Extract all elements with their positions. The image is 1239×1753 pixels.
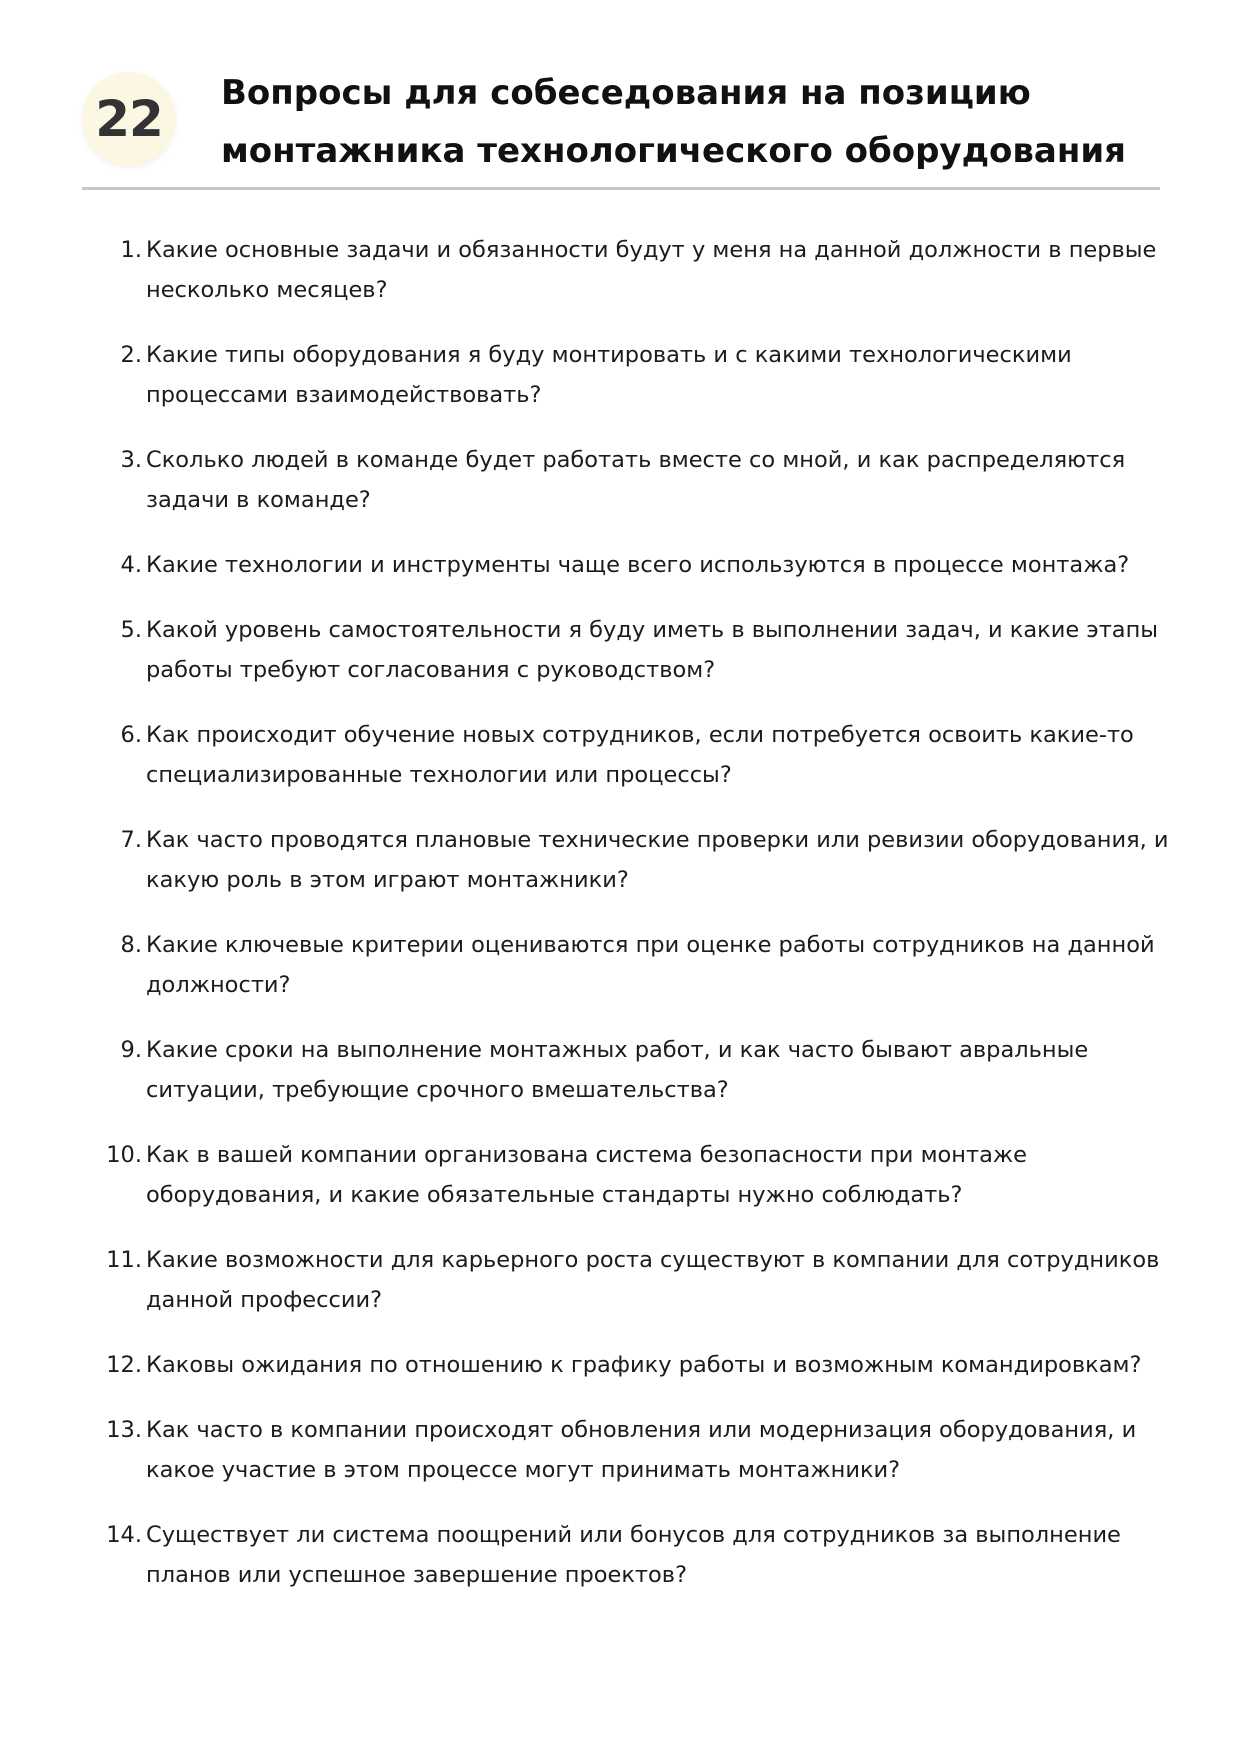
question-number: 14. [106, 1522, 142, 1548]
question-number: 3. [120, 447, 142, 473]
question-text-line: оборудования, и какие обязательные стандарты нужно соблюдать? [146, 1182, 963, 1208]
question-item [0, 1345, 1239, 1385]
question-number: 1. [120, 237, 142, 263]
page-title [221, 64, 1151, 180]
question-item [0, 925, 1239, 1005]
question-number: 5. [120, 617, 142, 643]
question-number: 13. [106, 1417, 142, 1443]
question-text-line: работы требуют согласования с руководством? [146, 657, 716, 683]
question-item [0, 230, 1239, 310]
question-number: 9. [120, 1037, 142, 1063]
question-text [146, 440, 1189, 520]
question-text-line: какое участие в этом процессе могут принимать монтажники? [146, 1457, 901, 1483]
question-text-line: планов или успешное завершение проектов? [146, 1562, 688, 1588]
question-text [146, 820, 1189, 900]
question-text [146, 1410, 1189, 1490]
question-text [146, 610, 1189, 690]
question-text [146, 1135, 1189, 1215]
question-text-line: Как в вашей компании организована система безопасности при монтаже [146, 1142, 1028, 1168]
question-number: 6. [120, 722, 142, 748]
page-title-line: Вопросы для собеседования на позицию [221, 73, 1031, 113]
question-text [146, 925, 1189, 1005]
question-text-line: специализированные технологии или процессы? [146, 762, 732, 788]
header-divider [82, 187, 1160, 190]
page-title-line: монтажника технологического оборудования [221, 131, 1127, 171]
question-item [0, 1515, 1239, 1595]
question-text [146, 1345, 1189, 1385]
question-text [146, 1240, 1189, 1320]
question-item [0, 335, 1239, 415]
question-text-line: какую роль в этом играют монтажники? [146, 867, 629, 893]
question-number: 11. [106, 1247, 142, 1273]
question-item [0, 820, 1239, 900]
question-item [0, 545, 1239, 585]
question-text [146, 230, 1189, 310]
question-text-line: должности? [146, 972, 291, 998]
question-text-line: Какие технологии и инструменты чаще всего используются в процессе монтажа? [146, 552, 1130, 578]
question-number: 2. [120, 342, 142, 368]
question-item [0, 610, 1239, 690]
question-text-line: Как происходит обучение новых сотрудников, если потребуется освоить какие-то [146, 722, 1134, 748]
question-item [0, 1135, 1239, 1215]
question-number: 12. [106, 1352, 142, 1378]
question-text-line: Сколько людей в команде будет работать вместе со мной, и как распределяются [146, 447, 1126, 473]
question-item [0, 440, 1239, 520]
question-text-line: данной профессии? [146, 1287, 383, 1313]
question-text-line: Какие возможности для карьерного роста существуют в компании для сотрудников [146, 1247, 1160, 1273]
question-text-line: Какие основные задачи и обязанности будут у меня на данной должности в первые [146, 237, 1157, 263]
question-text-line: ситуации, требующие срочного вмешательства? [146, 1077, 729, 1103]
question-text-line: Какие ключевые критерии оцениваются при оценке работы сотрудников на данной [146, 932, 1155, 958]
question-text [146, 1515, 1189, 1595]
question-text-line: Какие сроки на выполнение монтажных работ, и как часто бывают авральные [146, 1037, 1089, 1063]
question-text-line: Каковы ожидания по отношению к графику работы и возможным командировкам? [146, 1352, 1142, 1378]
question-text [146, 335, 1189, 415]
question-text-line: несколько месяцев? [146, 277, 388, 303]
questions-list [0, 230, 1239, 1620]
question-number: 4. [120, 552, 142, 578]
question-text-line: Существует ли система поощрений или бонусов для сотрудников за выполнение [146, 1522, 1121, 1548]
question-text-line: задачи в команде? [146, 487, 371, 513]
question-number: 10. [106, 1142, 142, 1168]
question-text [146, 1030, 1189, 1110]
question-text-line: Как часто в компании происходят обновления или модернизация оборудования, и [146, 1417, 1137, 1443]
question-text-line: Как часто проводятся плановые технические проверки или ревизии оборудования, и [146, 827, 1169, 853]
question-text [146, 545, 1189, 585]
question-item [0, 1410, 1239, 1490]
question-text [146, 715, 1189, 795]
question-item [0, 1240, 1239, 1320]
page-number-badge: 22 [82, 72, 176, 166]
question-item [0, 1030, 1239, 1110]
question-number: 8. [120, 932, 142, 958]
question-text-line: Какие типы оборудования я буду монтировать и с какими технологическими [146, 342, 1072, 368]
question-number: 7. [120, 827, 142, 853]
question-text-line: Какой уровень самостоятельности я буду иметь в выполнении задач, и какие этапы [146, 617, 1159, 643]
question-text-line: процессами взаимодействовать? [146, 382, 542, 408]
question-item [0, 715, 1239, 795]
